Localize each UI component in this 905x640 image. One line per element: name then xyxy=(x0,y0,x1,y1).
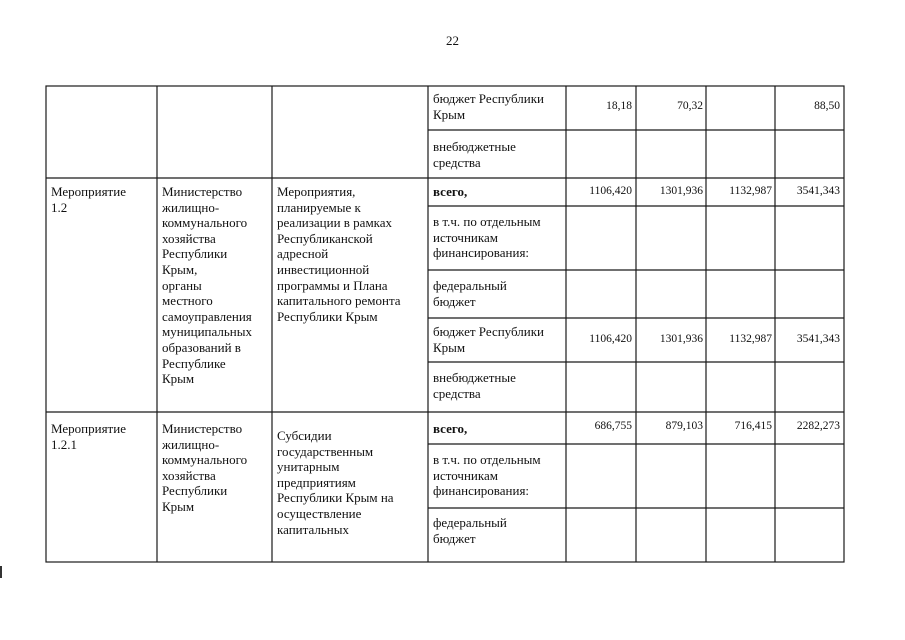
source-cell: всего, xyxy=(433,184,468,199)
source-cell: в т.ч. по отдельным источникам финансирования: xyxy=(433,452,541,499)
scan-edge-mark xyxy=(0,566,2,578)
value-year1: 686,755 xyxy=(594,420,632,432)
source-cell: бюджет Республики Крым xyxy=(433,324,545,355)
value-year1: 1106,420 xyxy=(589,185,632,197)
source-cell: федеральный бюджет xyxy=(433,515,507,546)
executor-name: Министерство жилищно- коммунального хозяйства Республики Крым, органы местного самоуправления муниципальных образований в Республике Крым xyxy=(162,184,253,387)
value-total: 3541,343 xyxy=(796,185,840,197)
value-year3: 1132,987 xyxy=(729,185,772,197)
source-cell: внебюджетные средства xyxy=(433,139,516,170)
value-total: 88,50 xyxy=(814,100,840,112)
value-year2: 1301,936 xyxy=(659,185,703,197)
value-year3: 716,415 xyxy=(734,420,772,432)
source-cell: внебюджетные средства xyxy=(433,370,516,401)
value-year1: 18,18 xyxy=(606,100,632,112)
page-number: 22 xyxy=(446,33,459,48)
value-year2: 879,103 xyxy=(665,420,703,432)
value-year3: 1132,987 xyxy=(729,333,772,345)
value-year2: 1301,936 xyxy=(659,333,703,345)
measure-name: Мероприятие 1.2.1 xyxy=(51,421,126,452)
executor-name: Министерство жилищно- коммунального хозяйства Республики Крым xyxy=(162,421,248,514)
measure-description: Мероприятия, планируемые к реализации в рамках Республиканской адресной инвестиционной программы и Плана капитального ремонта Республики Крым xyxy=(277,184,401,324)
measure-name: Мероприятие 1.2 xyxy=(51,184,126,215)
source-cell: бюджет Республики Крым xyxy=(433,91,545,122)
value-total: 3541,343 xyxy=(796,333,840,345)
measure-description: Субсидии государственным унитарным предприятиям Республики Крым на осуществление капитальных xyxy=(277,428,394,537)
source-cell: федеральный бюджет xyxy=(433,278,507,309)
value-total: 2282,273 xyxy=(796,420,840,432)
source-cell: в т.ч. по отдельным источникам финансирования: xyxy=(433,214,541,261)
source-cell: всего, xyxy=(433,421,468,436)
value-year1: 1106,420 xyxy=(589,333,632,345)
value-year2: 70,32 xyxy=(677,100,703,112)
